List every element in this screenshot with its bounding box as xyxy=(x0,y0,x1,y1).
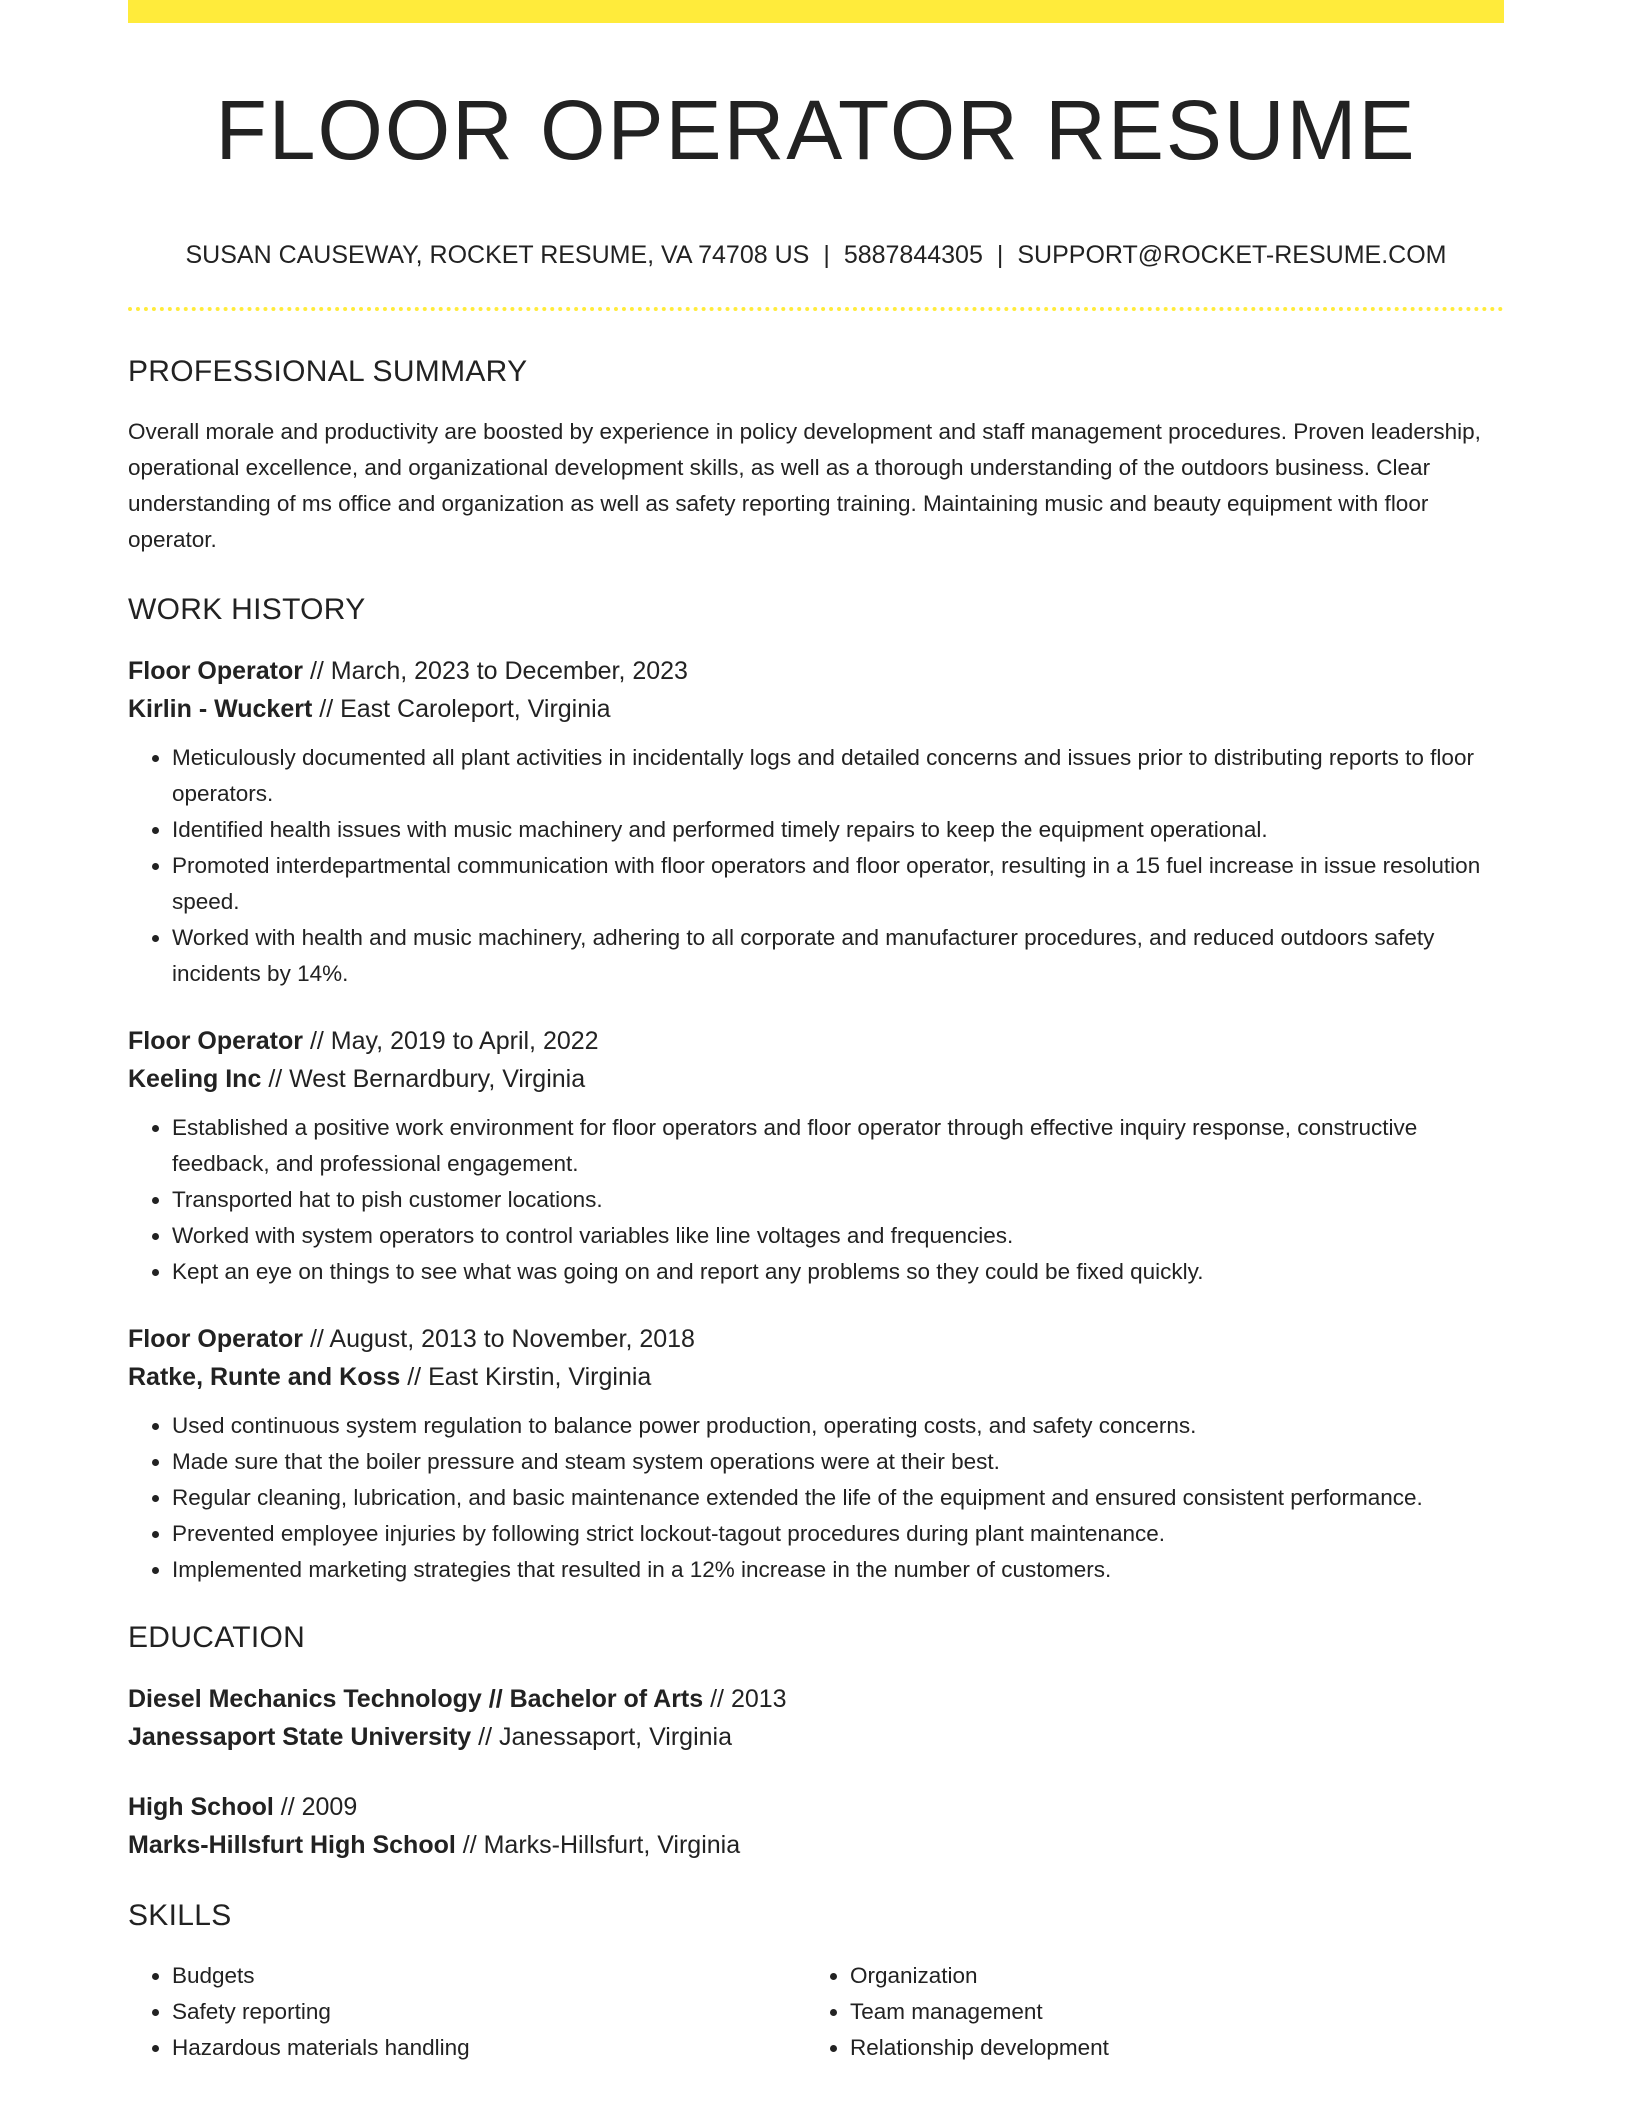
job-bullets xyxy=(128,1408,1504,1588)
job-company-line xyxy=(128,1060,1504,1098)
education-entry xyxy=(128,1680,1504,1756)
contact-email[interactable]: SUPPORT@ROCKET-RESUME.COM xyxy=(1017,241,1447,269)
education-location: // Janessaport, Virginia xyxy=(471,1723,732,1751)
education-school-line xyxy=(128,1718,1504,1756)
contact-separator: | xyxy=(823,241,830,269)
education-entry xyxy=(128,1788,1504,1864)
education-location: // Marks-Hillsfurt, Virginia xyxy=(455,1831,741,1859)
job-bullet: • Identified health issues with music machinery and performed timely repairs to keep the equipment operational. xyxy=(172,812,1504,848)
job-company: Ratke, Runte and Koss xyxy=(128,1363,401,1391)
job-dates: // March, 2023 to December, 2023 xyxy=(303,657,688,685)
contact-phone: 5887844305 xyxy=(843,241,983,269)
skill-item: • Budgets xyxy=(172,1958,806,1994)
job-bullet: • Used continuous system regulation to balance power production, operating costs, and safety concerns. xyxy=(172,1408,1504,1444)
contact-line xyxy=(128,238,1504,272)
education-school: Janessaport State University xyxy=(128,1723,472,1751)
education-year: // 2013 xyxy=(703,1685,787,1713)
skill-item: • Team management xyxy=(850,1994,1484,2030)
job-entry xyxy=(128,652,1504,992)
job-dates: // August, 2013 to November, 2018 xyxy=(303,1325,695,1353)
job-bullet: • Worked with system operators to control variables like line voltages and frequencies. xyxy=(172,1218,1504,1254)
job-role: Floor Operator xyxy=(128,1325,304,1353)
skills-columns xyxy=(128,1958,1504,2066)
job-location: // East Kirstin, Virginia xyxy=(400,1363,652,1391)
skill-item: • Safety reporting xyxy=(172,1994,806,2030)
education-year: // 2009 xyxy=(273,1793,358,1821)
education-degree-line xyxy=(128,1680,1504,1718)
job-bullet: • Kept an eye on things to see what was going on and report any problems so they could be fixed quickly. xyxy=(172,1254,1504,1290)
job-role: Floor Operator xyxy=(128,657,304,685)
education-degree-line xyxy=(128,1788,1504,1826)
work-history-heading: WORK HISTORY xyxy=(128,593,366,626)
contact-address: SUSAN CAUSEWAY, ROCKET RESUME, VA 74708 US xyxy=(185,241,810,269)
job-bullet: • Prevented employee injuries by following strict lockout-tagout procedures during plant maintenance. xyxy=(172,1516,1504,1552)
job-title-line xyxy=(128,1320,1504,1358)
education-degree: High School xyxy=(128,1793,274,1821)
dotted-divider xyxy=(128,307,1504,311)
job-dates: // May, 2019 to April, 2022 xyxy=(303,1027,599,1055)
job-company: Keeling Inc xyxy=(128,1065,262,1093)
job-entry xyxy=(128,1320,1504,1588)
education-degree: Diesel Mechanics Technology // Bachelor of Arts xyxy=(128,1685,704,1713)
job-bullets xyxy=(128,740,1504,992)
job-bullet: • Implemented marketing strategies that resulted in a 12% increase in the number of customers. xyxy=(172,1552,1504,1588)
job-bullet: • Made sure that the boiler pressure and steam system operations were at their best. xyxy=(172,1444,1504,1480)
job-location: // West Bernardbury, Virginia xyxy=(261,1065,586,1093)
job-company-line xyxy=(128,690,1504,728)
job-location: // East Caroleport, Virginia xyxy=(312,695,611,723)
summary-heading: PROFESSIONAL SUMMARY xyxy=(128,355,528,388)
job-entry xyxy=(128,1022,1504,1290)
skills-list-left xyxy=(128,1958,806,2066)
job-title-line xyxy=(128,1022,1504,1060)
summary-text: Overall morale and productivity are boosted by experience in policy development and staff management procedures. Proven leadership, operational excellence, and organizational development skills, as well as a thorough understanding of the outdoors business. Clear understanding of ms office and organization as well as safety reporting training. Maintaining music and beauty equipment with floor operator. xyxy=(128,419,1481,552)
job-bullet: • Worked with health and music machinery, adhering to all corporate and manufacturer procedures, and reduced outdoors safety incidents by 14%. xyxy=(172,920,1504,992)
resume-content xyxy=(128,352,1504,2066)
job-bullet: • Transported hat to pish customer locations. xyxy=(172,1182,1504,1218)
job-bullet: • Established a positive work environment for floor operators and floor operator through effective inquiry response, constructive feedback, and professional engagement. xyxy=(172,1110,1504,1182)
resume-title: FLOOR OPERATOR RESUME xyxy=(215,83,1417,177)
skill-item: • Organization xyxy=(850,1958,1484,1994)
skills-heading: SKILLS xyxy=(128,1899,232,1932)
resume-page xyxy=(128,0,1504,2112)
job-bullet: • Regular cleaning, lubrication, and basic maintenance extended the life of the equipment and ensured consistent performance. xyxy=(172,1480,1504,1516)
job-bullet: • Promoted interdepartmental communication with floor operators and floor operator, resulting in a 15 fuel increase in issue resolution speed. xyxy=(172,848,1504,920)
job-title-line xyxy=(128,652,1504,690)
skill-item: • Hazardous materials handling xyxy=(172,2030,806,2066)
education-heading: EDUCATION xyxy=(128,1621,306,1654)
job-company: Kirlin - Wuckert xyxy=(128,695,313,723)
job-company-line xyxy=(128,1358,1504,1396)
job-bullets xyxy=(128,1110,1504,1290)
accent-top-bar xyxy=(128,0,1504,23)
education-school-line xyxy=(128,1826,1504,1864)
job-role: Floor Operator xyxy=(128,1027,304,1055)
skills-list-right xyxy=(806,1958,1484,2066)
contact-separator: | xyxy=(996,241,1004,269)
job-bullet: • Meticulously documented all plant activities in incidentally logs and detailed concerns and issues prior to distributing reports to floor operators. xyxy=(172,740,1504,812)
skill-item: • Relationship development xyxy=(850,2030,1484,2066)
education-school: Marks-Hillsfurt High School xyxy=(128,1831,456,1859)
